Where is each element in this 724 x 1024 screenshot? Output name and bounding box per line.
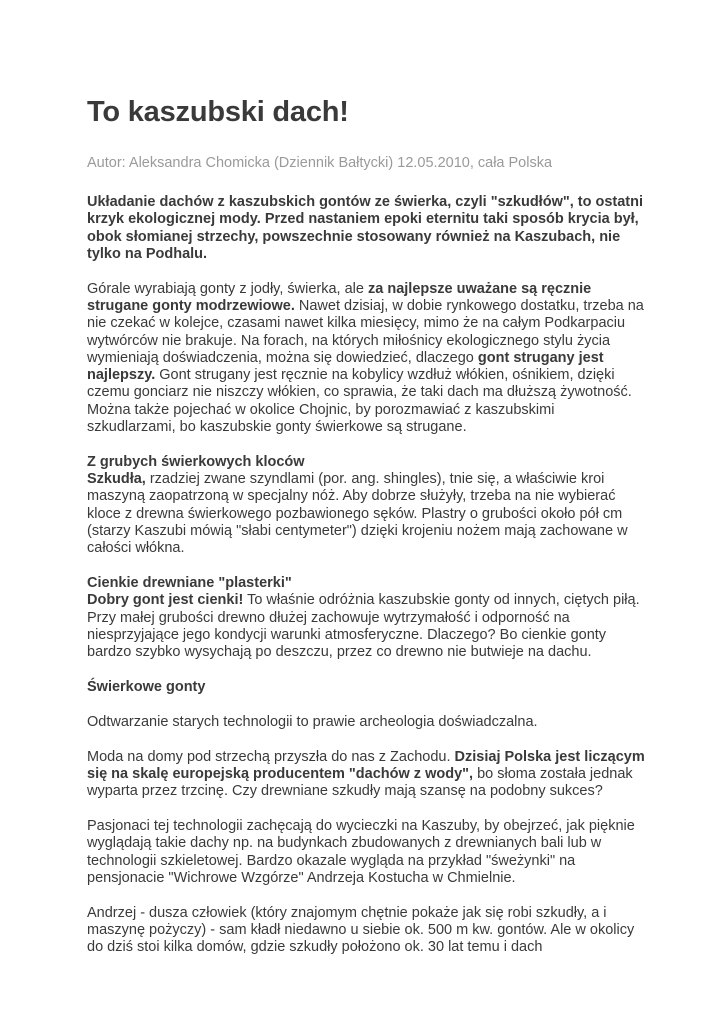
paragraph-text: Górale wyrabiają gonty z jodły, świerka, ale <box>87 280 368 297</box>
article-title: To kaszubski dach! <box>87 96 349 128</box>
paragraph-text: Gont strugany jest ręcznie na kobylicy wzdłuż włókien, ośnikiem, dzięki czemu gonciarz nie niszczy włókien, co sprawia, że taki dach ma dłuższą żywotność. Można także pojechać w okolice Chojnic, by porozmawiać z kaszubskimi szkudlarzami, bo kaszubskie gonty świerkowe są strugane. <box>87 367 632 436</box>
paragraph-bold-text: Szkudła, <box>87 471 146 488</box>
paragraph-moda <box>87 749 647 801</box>
lead-paragraph: Układanie dachów z kaszubskich gontów ze świerka, czyli "szkudłów", to ostatni krzyk ekologicznej mody. Przed nastaniem epoki eternitu taki sposób krycia był, obok słomianej strzechy, powszechnie stosowany również na Kaszubach, nie tylko na Podhalu. <box>87 194 644 262</box>
paragraph-pasjonaci: Pasjonaci tej technologii zachęcają do wycieczki na Kaszuby, by obejrzeć, jak pięknie wyglądają takie dachy np. na budynkach zbudowanych z drewnianych bali lub w technologii szkieletowej. Bardzo okazale wygląda na przykład "śweżynki" na pensjonacie "Wichrowe Wzgórze" Andrzeja Kostucha w Chmielnie. <box>87 818 635 886</box>
paragraph-andrzej: Andrzej - dusza człowiek (który znajomym chętnie pokaże jak się robi szkudły, a i maszynę pożyczy) - sam kładł niedawno u siebie ok. 500 m kw. gontów. Ale w okolicy do dziś stoi kilka domów, gdzie szkudły położono ok. 30 lat temu i dach <box>87 904 635 956</box>
section-grube-kloce <box>87 454 647 558</box>
paragraph-bold-text: Dobry gont jest cienki! <box>87 592 244 609</box>
paragraph-bold-text: gont strugany jest najlepszy. <box>87 349 604 384</box>
document-page <box>87 92 647 957</box>
section-heading: Cienkie drewniane "plasterki" <box>87 575 292 592</box>
paragraph-archeologia: Odtwarzanie starych technologii to prawie archeologia doświadczalna. <box>87 713 538 730</box>
paragraph-text: Moda na domy pod strzechą przyszła do nas z Zachodu. <box>87 748 455 765</box>
section-body <box>87 471 628 556</box>
paragraph-text: To właśnie odróżnia kaszubskie gonty od innych, ciętych piłą. Przy małej grubości drewno dłużej zachowuje wytrzymałość i odporność na niesprzyjające jego kondycji warunki atmosferyczne. Dlaczego? Bo cienkie gonty bardzo szybko wysychają po deszczu, przez co drewno nie butwieje na dachu. <box>87 592 640 661</box>
paragraph-text: Nawet dzisiaj, w dobie rynkowego dostatku, trzeba na nie czekać w kolejce, czasami nawet kilka miesięcy, mimo że na całym Podkarpaciu wytwórców nie brakuje. Na forach, na których miłośnicy ekologicznego stylu życia wymieniają doświadczenia, można się dowiedzieć, dlaczego <box>87 297 644 366</box>
section-heading: Z grubych świerkowych kloców <box>87 453 305 470</box>
paragraph-gonty-gorali <box>87 281 647 437</box>
paragraph-text: bo słoma została jednak wyparta przez trzcinę. Czy drewniane szkudły mają szansę na podobny sukces? <box>87 766 633 800</box>
author-line: Autor: Aleksandra Chomicka (Dziennik Bałtycki) 12.05.2010, cała Polska <box>87 155 553 171</box>
section-swierkowe-gonty <box>87 679 647 696</box>
section-cienkie-plasterki <box>87 575 647 661</box>
section-heading: Świerkowe gonty <box>87 679 206 696</box>
paragraph-bold-text: za najlepsze uważane są ręcznie strugane gonty modrzewiowe. <box>87 280 592 314</box>
paragraph-text: rzadziej zwane szyndlami (por. ang. shingles), tnie się, a właściwie kroi maszyną zaopatrzoną w specjalny nóż. Aby dobrze służyły, trzeba na nie wybierać kloce z drewna świerkowego pozbawionego sęków. Plastry o grubości około pół cm (starzy Kaszubi mówią "słabi centymeter") dzięki krojeniu nożem mają zachowane w całości włókna. <box>87 471 628 557</box>
section-body <box>87 592 640 660</box>
paragraph-bold-text: Dzisiaj Polska jest liczącym się na skalę europejską producentem "dachów z wody", <box>87 748 645 783</box>
